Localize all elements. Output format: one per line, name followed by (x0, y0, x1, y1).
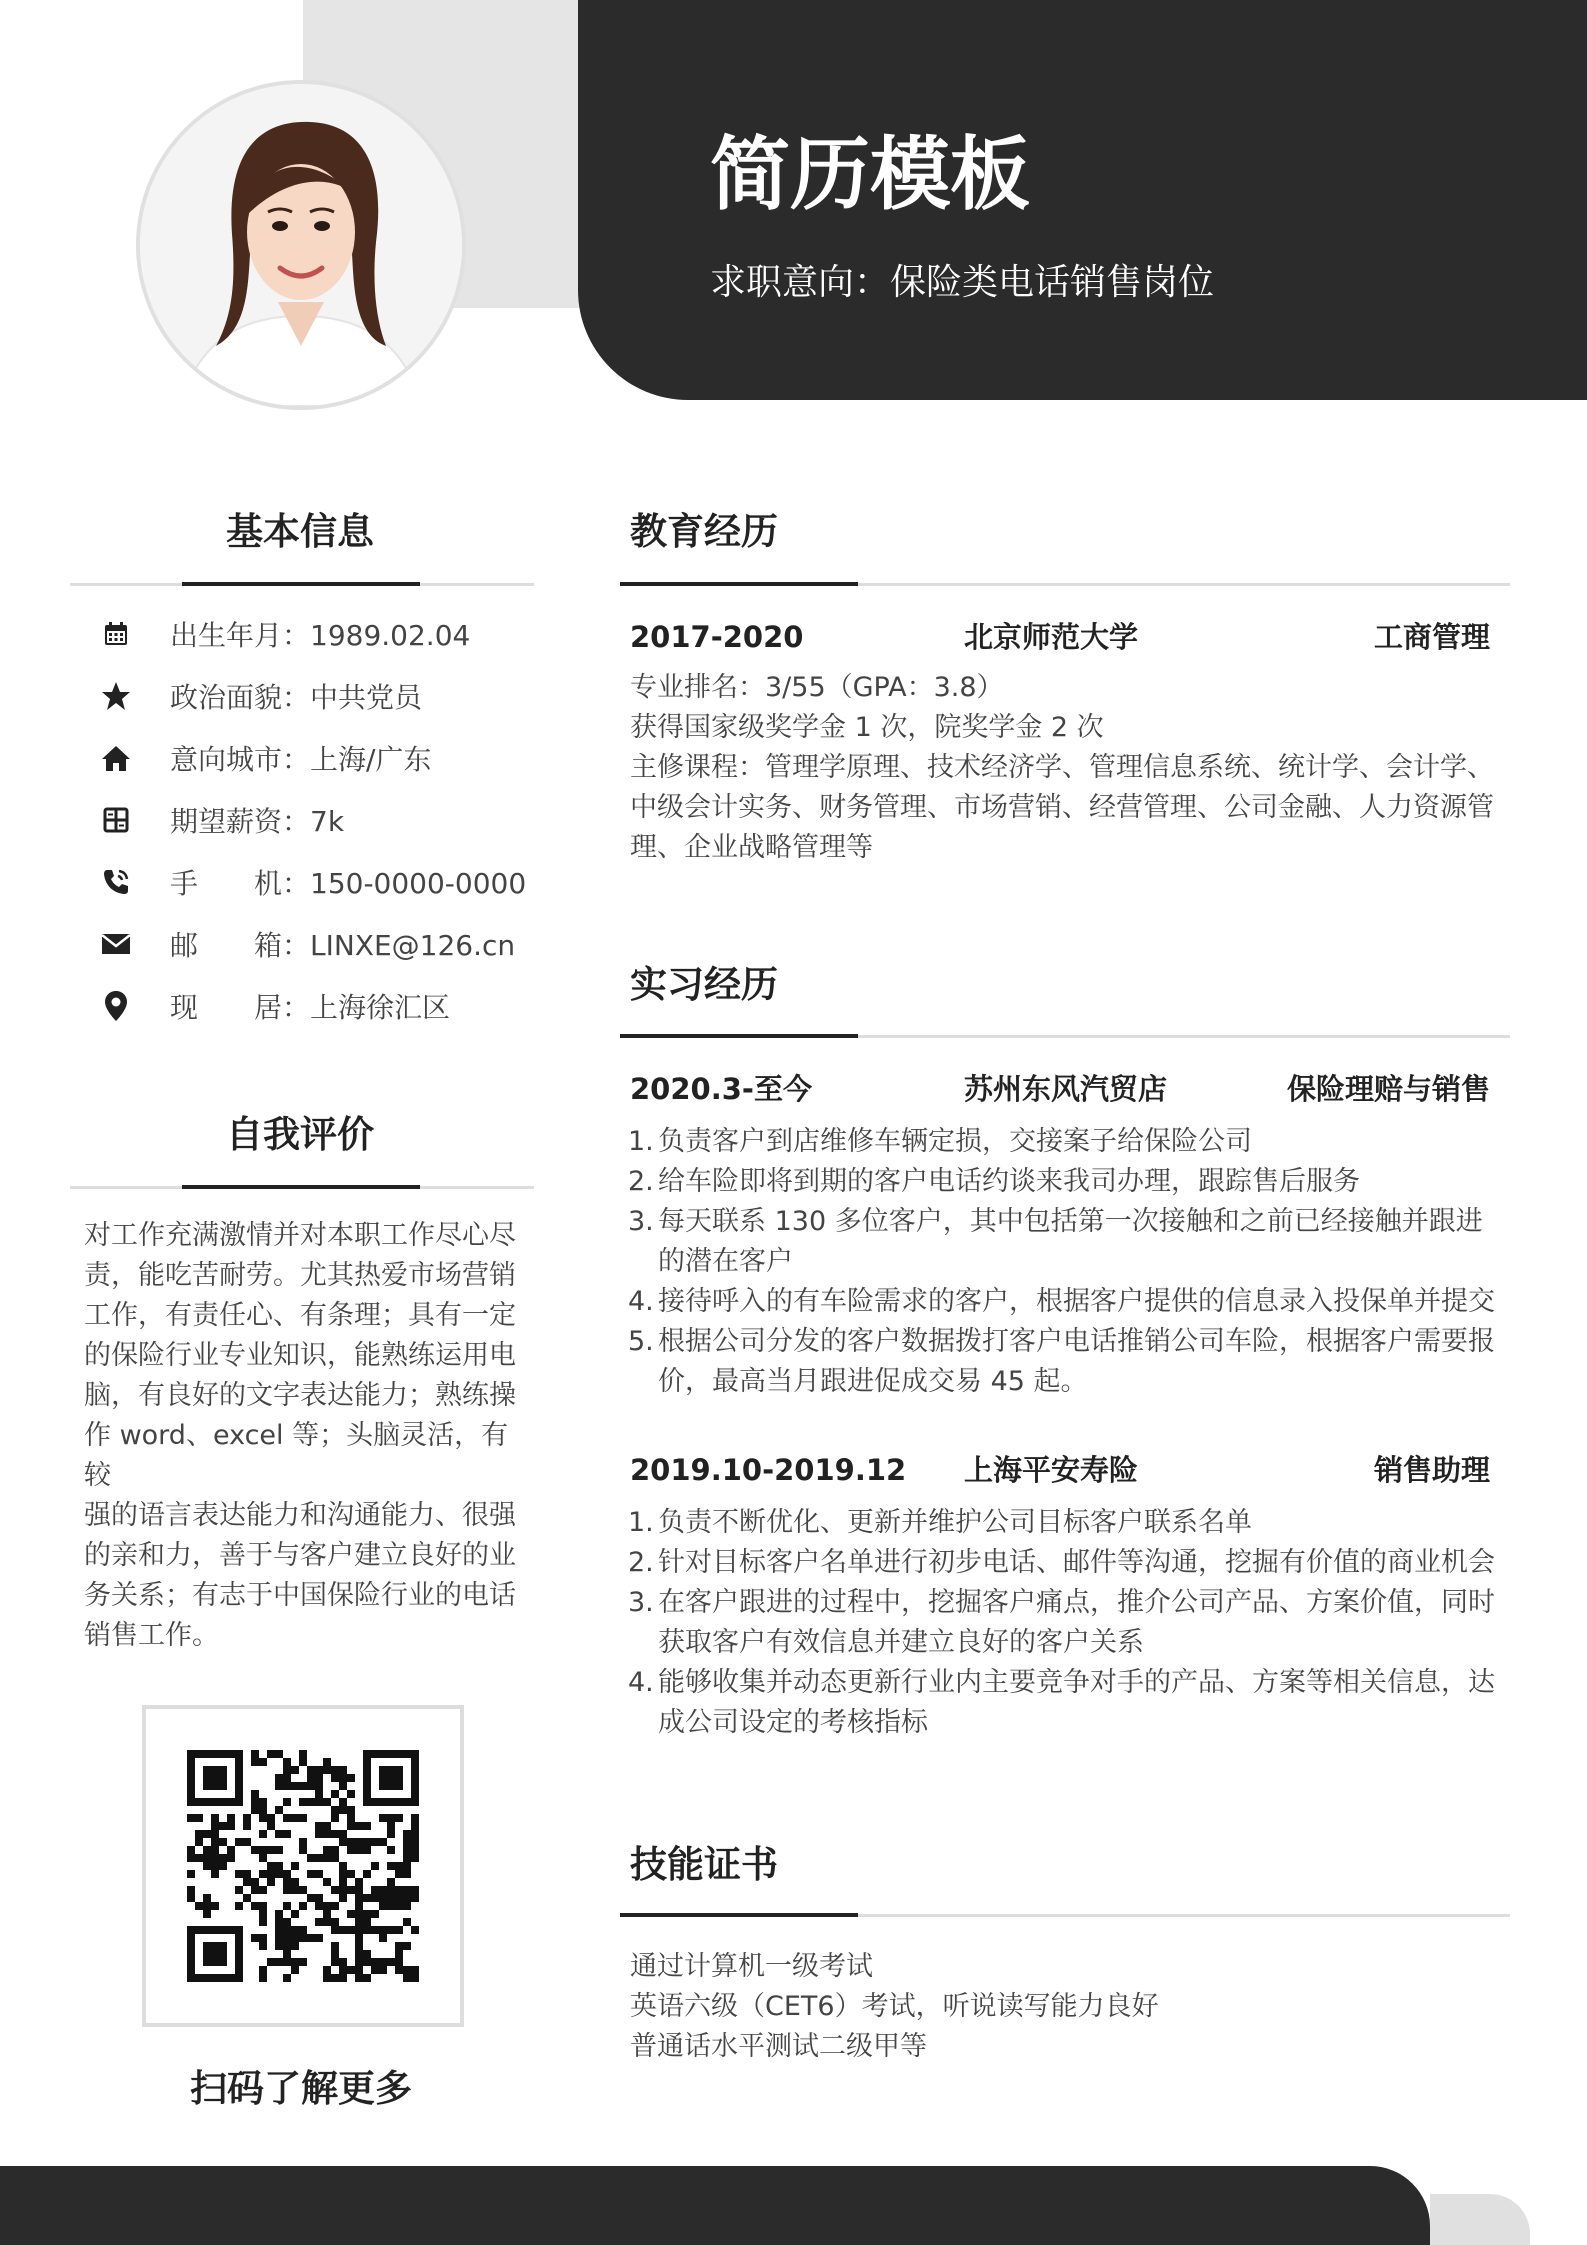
list-item-text: 针对目标客户名单进行初步电话、邮件等沟通，挖掘有价值的商业机会 (658, 1547, 1495, 1578)
skills-list (630, 1947, 1496, 2067)
list-item (628, 1202, 1496, 1282)
location-icon (96, 986, 136, 1026)
internship-accent (620, 1034, 858, 1038)
skill-item: 通过计算机一级考试 (630, 1951, 873, 1982)
self-eval-line: 强的语言表达能力和沟通能力、很强 (84, 1500, 516, 1531)
resume-title: 简历模板 (710, 128, 1030, 221)
self-eval-line: 务关系；有志于中国保险行业的电话 (84, 1580, 516, 1611)
job-2-company: 上海平安寿险 (964, 1453, 1139, 1487)
education-line: 主修课程：管理学原理、技术经济学、管理信息系统、统计学、会计学、 (630, 752, 1494, 783)
info-politics-text: 政治面貌：中共党员 (170, 681, 423, 714)
basic-info-heading: 基本信息 (226, 510, 374, 553)
job-2-period: 2019.10-2019.12 (630, 1453, 907, 1487)
education-line: 理、企业战略管理等 (630, 832, 873, 863)
education-accent (620, 582, 858, 586)
info-phone-text: 手 机：150-0000-0000 (170, 867, 527, 900)
list-item-text: 负责不断优化、更新并维护公司目标客户联系名单 (658, 1507, 1252, 1538)
list-item-number: 3. (628, 1206, 654, 1237)
job-2-duties (628, 1503, 1496, 1743)
job-1-header (630, 1067, 1490, 1111)
list-item-text: 负责客户到店维修车辆定损，交接案子给保险公司 (658, 1126, 1252, 1157)
list-item (628, 1663, 1496, 1743)
list-item (628, 1583, 1496, 1663)
list-item-number: 4. (628, 1667, 654, 1698)
skill-item: 普通话水平测试二级甲等 (630, 2031, 927, 2062)
list-item-number: 1. (628, 1507, 654, 1538)
job-1-duties (628, 1122, 1496, 1402)
info-salary (96, 798, 536, 842)
list-item-text: 给车险即将到期的客户电话约谈来我司办理，跟踪售后服务 (658, 1166, 1360, 1197)
info-birth (96, 612, 536, 656)
basic-info-accent (182, 582, 420, 586)
job-1-period: 2020.3-至今 (630, 1072, 812, 1106)
phone-icon (96, 862, 136, 902)
list-item-number: 4. (628, 1286, 654, 1317)
info-city-text: 意向城市：上海/广东 (170, 743, 432, 776)
list-item (628, 1282, 1496, 1322)
self-eval-accent (182, 1185, 420, 1189)
education-major: 工商管理 (1373, 620, 1490, 654)
list-item (628, 1322, 1496, 1402)
list-item (628, 1503, 1496, 1543)
job-1-role: 保险理赔与销售 (1286, 1072, 1490, 1106)
list-item-number: 5. (628, 1326, 654, 1357)
list-item-text: 每天联系 130 多位客户，其中包括第一次接触和之前已经接触并跟进的潜在客户 (658, 1206, 1483, 1277)
qr-code-pattern (146, 1709, 460, 2023)
qr-code[interactable] (142, 1705, 464, 2027)
self-eval-heading: 自我评价 (226, 1113, 374, 1156)
education-school: 北京师范大学 (964, 620, 1139, 654)
info-politics (96, 674, 536, 718)
info-email (96, 922, 536, 966)
self-eval-line: 责，能吃苦耐劳。尤其热爱市场营销 (84, 1260, 516, 1291)
info-residence-text: 现 居：上海徐汇区 (170, 991, 451, 1024)
list-item-text: 接待呼入的有车险需求的客户，根据客户提供的信息录入投保单并提交 (658, 1286, 1495, 1317)
education-line: 获得国家级奖学金 1 次，院奖学金 2 次 (630, 712, 1104, 743)
calculator-icon (96, 800, 136, 840)
job-1-company: 苏州东风汽贸店 (964, 1072, 1168, 1106)
info-email-text: 邮 箱：LINXE@126.cn (170, 929, 516, 962)
star-icon (96, 676, 136, 716)
calendar-icon (96, 614, 136, 654)
self-eval-line: 作 word、excel 等；头脑灵活，有较 (84, 1420, 509, 1491)
education-period: 2017-2020 (630, 620, 804, 654)
list-item-number: 2. (628, 1166, 654, 1197)
self-eval-line: 的亲和力，善于与客户建立良好的业 (84, 1540, 516, 1571)
list-item (628, 1543, 1496, 1583)
info-city (96, 736, 536, 780)
self-eval-line: 对工作充满激情并对本职工作尽心尽 (84, 1220, 516, 1251)
info-salary-text: 期望薪资：7k (170, 805, 345, 838)
footer-bar (0, 2166, 1430, 2245)
list-item-number: 3. (628, 1587, 654, 1618)
self-eval-text (84, 1216, 524, 1656)
info-phone (96, 860, 536, 904)
education-details (630, 668, 1496, 868)
profile-photo (140, 84, 462, 406)
education-heading: 教育经历 (630, 510, 778, 553)
job-2-header (630, 1448, 1490, 1492)
info-residence (96, 984, 536, 1028)
self-eval-line: 销售工作。 (84, 1620, 219, 1651)
self-eval-line: 脑，有良好的文字表达能力；熟练操 (84, 1380, 516, 1411)
list-item-text: 在客户跟进的过程中，挖掘客户痛点，推介公司产品、方案价值，同时获取客户有效信息并建立良好的客户关系 (658, 1587, 1495, 1658)
home-icon (96, 738, 136, 778)
profile-photo-drawing (140, 84, 462, 406)
education-entry-header (630, 615, 1490, 659)
skill-item: 英语六级（CET6）考试，听说读写能力良好 (630, 1991, 1159, 2022)
list-item-number: 2. (628, 1547, 654, 1578)
job-2-role: 销售助理 (1373, 1453, 1490, 1487)
skills-heading: 技能证书 (630, 1843, 778, 1886)
education-line: 中级会计实务、财务管理、市场营销、经营管理、公司金融、人力资源管 (630, 792, 1494, 823)
job-intention: 求职意向：保险类电话销售岗位 (710, 262, 1215, 303)
footer-accent (1430, 2194, 1530, 2245)
internship-heading: 实习经历 (630, 963, 778, 1006)
list-item-text: 能够收集并动态更新行业内主要竞争对手的产品、方案等相关信息，达成公司设定的考核指标 (658, 1667, 1495, 1738)
info-birth-text: 出生年月：1989.02.04 (170, 619, 471, 652)
education-line: 专业排名：3/55（GPA：3.8） (630, 672, 1004, 703)
qr-caption: 扫码了解更多 (190, 2067, 412, 2110)
skills-accent (620, 1913, 858, 1917)
list-item (628, 1122, 1496, 1162)
self-eval-line: 的保险行业专业知识，能熟练运用电 (84, 1340, 516, 1371)
list-item-text: 根据公司分发的客户数据拨打客户电话推销公司车险，根据客户需要报价，最高当月跟进促成交易 45 起。 (658, 1326, 1495, 1397)
self-eval-line: 工作，有责任心、有条理；具有一定 (84, 1300, 516, 1331)
mail-icon (96, 924, 136, 964)
list-item (628, 1162, 1496, 1202)
list-item-number: 1. (628, 1126, 654, 1157)
